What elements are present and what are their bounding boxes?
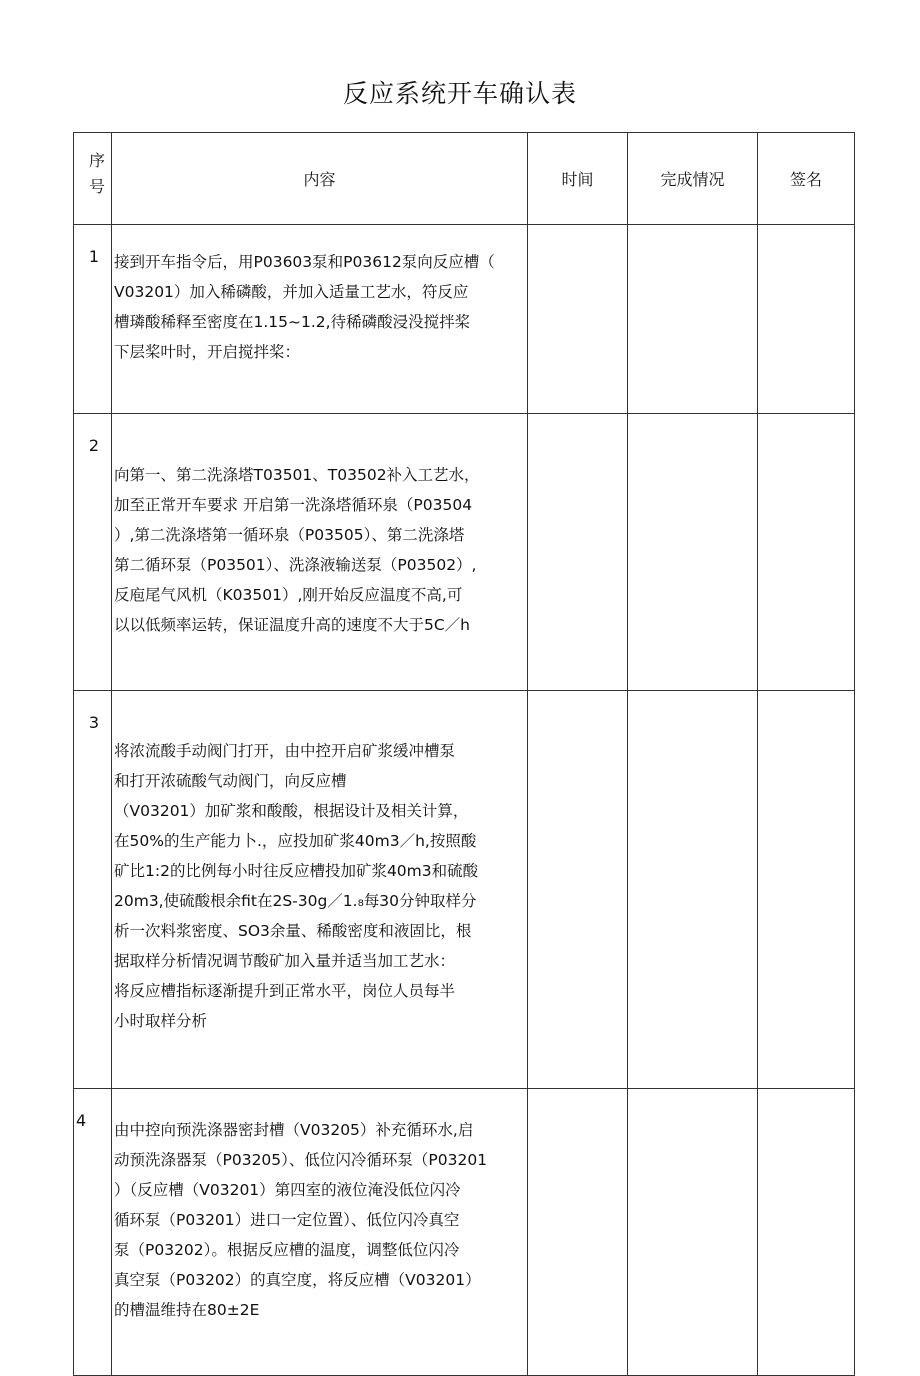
row-number: 3 [74,691,112,1089]
header-content: 内容 [112,133,528,225]
content-line: （V03201）加矿浆和酸酸，根据设计及相关计算， [114,802,469,820]
content-line: 下层桨叶时，开启搅拌桨： [114,343,301,361]
content-line: 和打开浓硫酸气动阀门，向反应槽 [114,772,347,790]
time-cell[interactable] [528,225,628,414]
page-title: 反应系统开车确认表 [342,79,577,108]
header-row [74,133,855,225]
header-sign: 签名 [758,133,855,225]
content-line: 加至正常开车要求 开启第一洗涤塔循环泉（P03504 [114,496,473,514]
sign-cell[interactable] [758,1089,855,1376]
sign-cell[interactable] [758,414,855,691]
header-time: 时间 [528,133,628,225]
content-line: 循环泵（P03201）进口一定位置）、低位闪冷真空 [114,1211,460,1229]
header-num-label: 序 号 [88,151,105,196]
content-line: 小时取样分析 [114,1012,208,1030]
content-line: 真空泵（P03202）的真空度，将反应槽（V03201） [114,1271,481,1289]
sign-cell[interactable] [758,691,855,1089]
content-line: 槽璘酸稀释至密度在1.15~1.2,待稀磷酸浸没搅拌桨 [114,313,471,331]
content-line: 第二循环泵（P03501）、洗涤液输送泵（P03502）, [114,556,477,574]
table-row [74,691,855,1089]
content-line: 的槽温维持在80±2E [114,1301,260,1319]
row-content [112,691,528,1089]
content-line: 以以低频率运转，保证温度升高的速度不大于5C／h [114,616,471,634]
content-line: 将反应槽指标逐渐提升到正常水平，岗位人员每半 [114,982,456,1000]
status-cell[interactable] [628,691,758,1089]
row-content [112,414,528,691]
content-line: 析一次料浆密度、SO3余量、稀酸密度和液固比，根 [114,922,472,940]
status-cell[interactable] [628,414,758,691]
row-content [112,1089,528,1376]
row-content [112,225,528,414]
content-line: 由中控向预洗涤器密封槽（V03205）补充循环水,启 [114,1121,474,1139]
checklist-table [73,132,855,1376]
time-cell[interactable] [528,414,628,691]
row-number: 1 [74,225,112,414]
content-line: 接到开车指令后，用P03603泵和P03612泵向反应槽（ [114,253,495,271]
content-line: 将浓流酸手动阀门打开，由中控开启矿浆缓冲槽泵 [114,742,456,760]
content-line: ）,第二洗涤塔第一循环泉（P03505）、第二洗涤塔 [114,526,465,544]
header-num [74,133,112,225]
status-cell[interactable] [628,225,758,414]
time-cell[interactable] [528,1089,628,1376]
content-line: V03201）加入稀磷酸，并加入适量工艺水，符反应 [114,283,469,301]
time-cell[interactable] [528,691,628,1089]
content-line: 在50%的生产能力卜.，应投加矿浆40m3／h,按照酸 [114,832,477,850]
content-line: ）（反应槽（V03201）第四室的液位淹没低位闪冷 [114,1181,461,1199]
content-line: 据取样分析情况调节酸矿加入量并适当加工艺水： [114,952,456,970]
table-row [74,414,855,691]
content-line: 动预洗涤器泵（P03205）、低位闪冷循环泵（P03201 [114,1151,488,1169]
status-cell[interactable] [628,1089,758,1376]
content-line: 20m3,使硫酸根余fit在2S-30g／1.₈每30分钟取样分 [114,892,477,910]
table-row [74,1089,855,1376]
content-line: 向第一、第二洗涤塔T03501、T03502补入工艺水， [114,466,480,484]
sign-cell[interactable] [758,225,855,414]
header-status: 完成情况 [628,133,758,225]
row-number: 2 [74,414,112,691]
content-line: 泵（P03202）。根据反应槽的温度，调整低位闪冷 [114,1241,460,1259]
row-number: 4 [74,1089,112,1376]
table-row [74,225,855,414]
content-line: 矿比1:2的比例每小时往反应槽投加矿浆40m3和硫酸 [114,862,479,880]
content-line: 反庖尾气风机（K03501）,刚开始反应温度不高,可 [114,586,463,604]
